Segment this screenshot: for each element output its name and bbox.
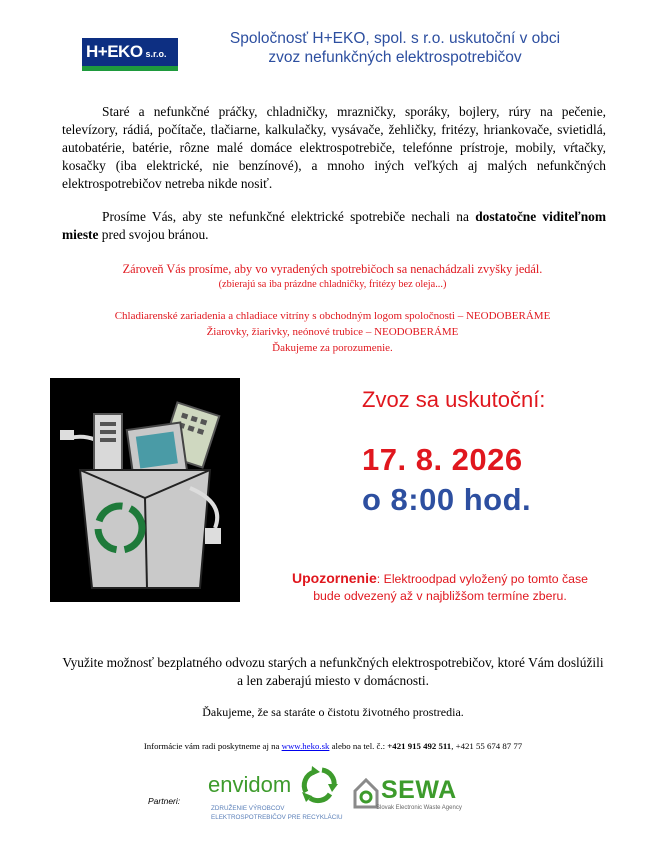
pickup-heading: Zvoz sa uskutoční: xyxy=(362,387,546,412)
exclusions-block xyxy=(40,308,625,356)
warning-text-1: : Elektroodpad vyložený po tomto čase xyxy=(376,572,588,586)
intro-paragraph: Staré a nefunkčné práčky, chladničky, mrazničky, sporáky, bojlery, rúry na pečenie, televízory, rádiá, počítače, tlačiarne, kalkulačky, vysávače, žehličky, fritézy, hriankovače, svietidlá, autobatérie, batérie, rôzne malé domáce elektrospotrebiče, telefónne prístroje, mobily, vŕtačky, kosačky (iba elektrické, nie benzínové), a mnoho iných veľkých aj malých nefunkčných elektrospotrebičov netreba nikde nosiť. xyxy=(62,104,606,191)
logo-sro: s.r.o. xyxy=(145,49,167,59)
excluded-line-2: Žiarovky, žiarivky, neónové trubice – NEODOBERÁME xyxy=(206,326,459,338)
phone-primary: +421 915 492 511 xyxy=(387,741,452,751)
e-waste-bin-illustration xyxy=(50,378,240,602)
envidom-subtitle xyxy=(211,804,343,822)
heko-logo xyxy=(82,38,178,66)
sewa-name: SEWA xyxy=(381,776,457,804)
contact-info xyxy=(60,741,606,751)
website-link[interactable]: www.heko.sk xyxy=(281,741,330,751)
excluded-line-1: Chladiarenské zariadenia a chladiace vitríny s obchodným logom spoločnosti – NEODOBERÁME xyxy=(114,310,551,322)
warning-line-2: bude odvezený až v najbližšom termíne zberu. xyxy=(313,589,567,603)
food-warning: Zároveň Vás prosíme, aby vo vyradených spotrebičoch sa nenachádzali zvyšky jedál. xyxy=(122,262,543,276)
logo-green-bar xyxy=(82,66,178,71)
info-prefix: Informácie vám radi poskytneme aj na xyxy=(143,741,282,751)
placement-paragraph xyxy=(62,208,606,244)
phone-secondary: , +421 55 674 87 77 xyxy=(451,741,523,751)
placement-end: pred svojou bránou. xyxy=(98,227,209,242)
title-line-2: zvoz nefunkčných elektrospotrebičov xyxy=(268,49,522,66)
warning-line-1 xyxy=(245,569,635,588)
envidom-sub-2: ELEKTROSPOTREBIČOV PRE RECYKLÁCIU xyxy=(211,814,343,821)
food-note: (zbierajú sa iba prázdne chladničky, fritézy bez oleja...) xyxy=(218,279,447,290)
sewa-subtitle: Slovak Electronic Waste Agency xyxy=(376,805,462,811)
pickup-time: o 8:00 hod. xyxy=(362,482,532,517)
logo-text: H+EKO xyxy=(86,42,143,61)
placement-start: Prosíme Vás, aby ste nefunkčné elektrické spotrebiče nechali na xyxy=(102,209,476,224)
envidom-sub-1: ZDRUŽENIE VÝROBCOV xyxy=(211,805,285,812)
info-middle: alebo na tel. č.: xyxy=(329,741,388,751)
environment-thanks: Ďakujeme, že sa staráte o čistotu životného prostredia. xyxy=(202,705,464,719)
envidom-recycle-icon xyxy=(298,764,340,804)
thanks-understanding: Ďakujeme za porozumenie. xyxy=(272,342,393,354)
pickup-date: 17. 8. 2026 xyxy=(362,442,523,477)
closing-paragraph: Využite možnosť bezplatného odvozu starých a nefunkčných elektrospotrebičov, ktoré Vám doslúžili a len zaberajú miesto v domácnosti. xyxy=(62,655,604,688)
title-line-1: Spoločnosť H+EKO, spol. s r.o. uskutoční v obci xyxy=(229,30,561,47)
placement-bold: dostatočne viditeľnom mieste xyxy=(62,209,606,242)
warning-label: Upozornenie xyxy=(292,570,377,586)
envidom-name: envidom xyxy=(208,772,292,797)
partners-label: Partneri: xyxy=(148,796,181,806)
